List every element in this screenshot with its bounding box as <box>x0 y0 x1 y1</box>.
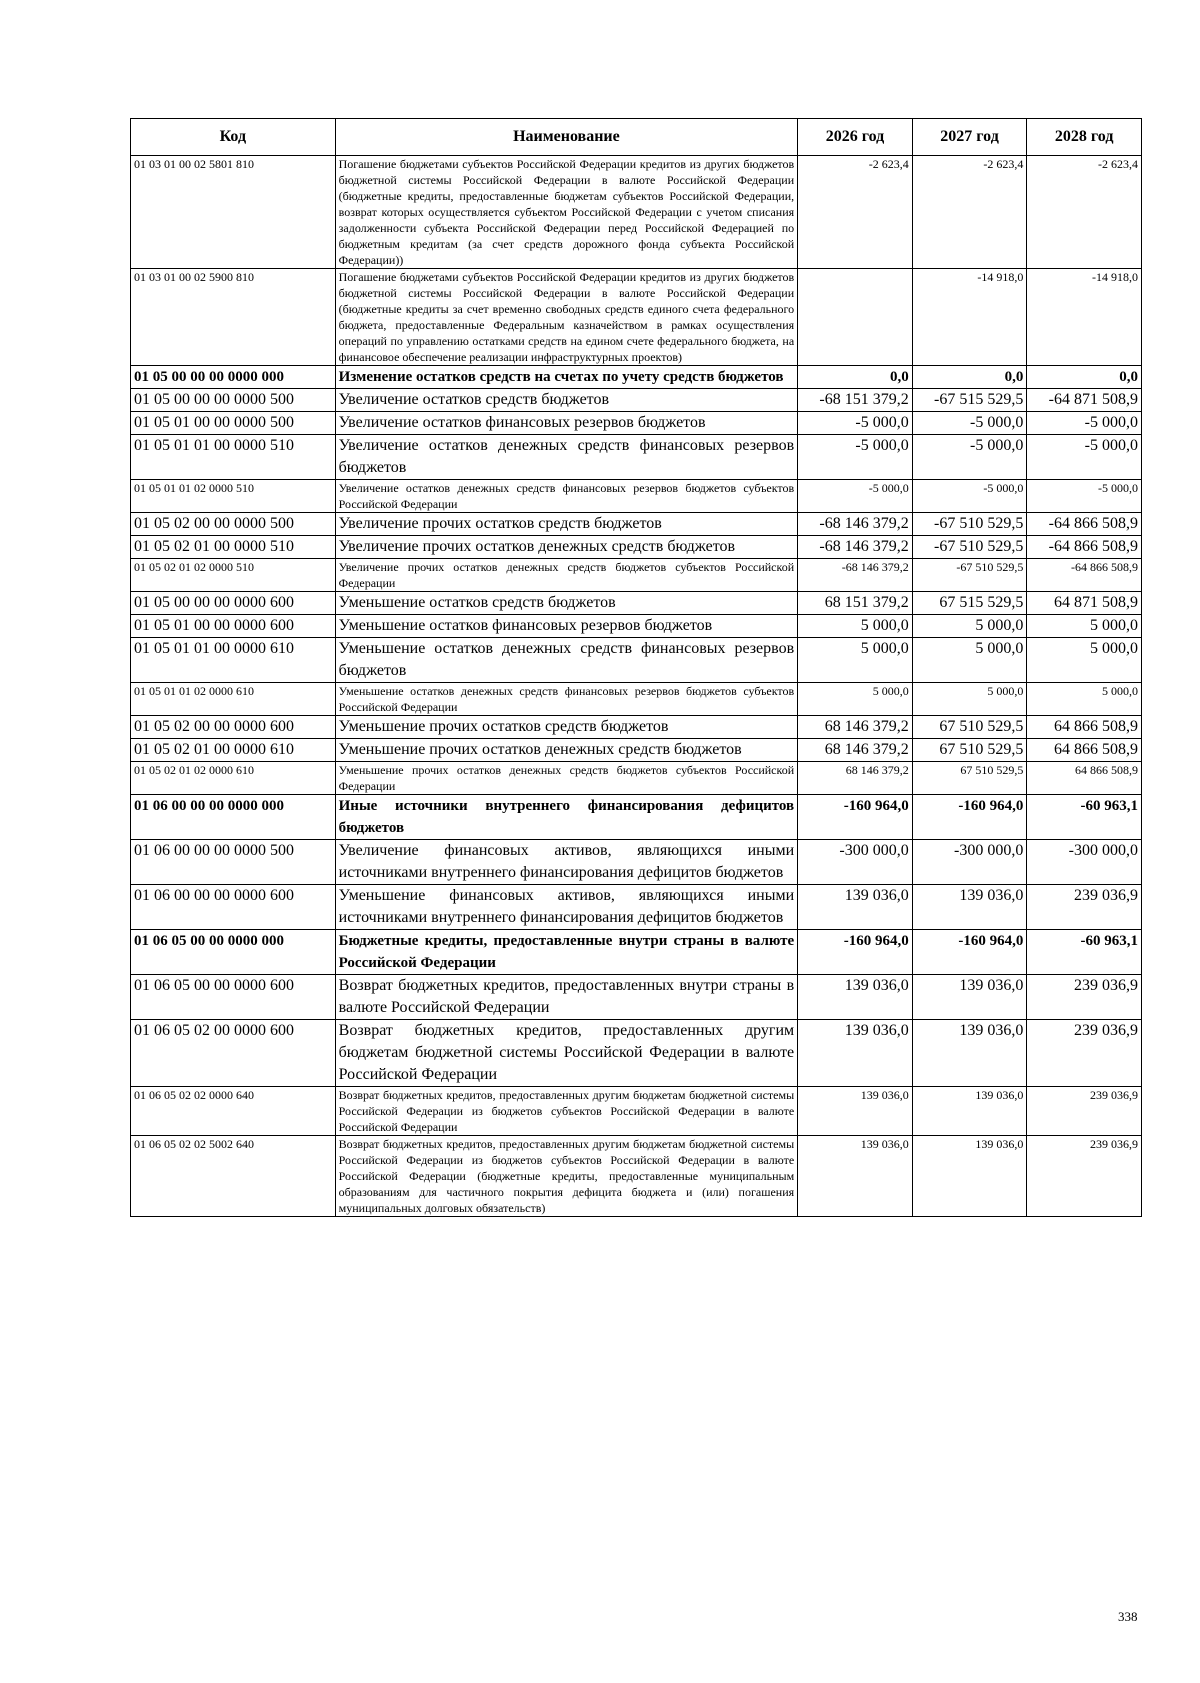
row-value-2027: 67 510 529,5 <box>912 739 1027 762</box>
row-code: 01 05 01 01 02 0000 610 <box>131 683 336 716</box>
row-code: 01 05 01 00 00 0000 600 <box>131 615 336 638</box>
row-value-2027: -67 515 529,5 <box>912 389 1027 412</box>
table-row <box>131 975 1142 1020</box>
row-value-2027: 67 510 529,5 <box>912 762 1027 795</box>
row-value-2028: -64 866 508,9 <box>1027 536 1142 559</box>
row-value-2028: 239 036,9 <box>1027 1087 1142 1136</box>
row-code: 01 06 05 02 00 0000 600 <box>131 1020 336 1087</box>
row-name: Бюджетные кредиты, предоставленные внутри страны в валюте Российской Федерации <box>335 930 798 975</box>
row-name: Уменьшение финансовых активов, являющихся иными источниками внутреннего финансирования дефицитов бюджетов <box>335 885 798 930</box>
row-name: Увеличение финансовых активов, являющихся иными источниками внутреннего финансирования дефицитов бюджетов <box>335 840 798 885</box>
row-value-2026: -68 146 379,2 <box>798 559 913 592</box>
row-code: 01 03 01 00 02 5801 810 <box>131 156 336 269</box>
row-name: Увеличение остатков денежных средств финансовых резервов бюджетов субъектов Российской Федерации <box>335 480 798 513</box>
row-value-2028: 64 866 508,9 <box>1027 716 1142 739</box>
row-value-2026: -300 000,0 <box>798 840 913 885</box>
row-value-2027: 67 510 529,5 <box>912 716 1027 739</box>
row-value-2027: 5 000,0 <box>912 683 1027 716</box>
row-value-2027: 139 036,0 <box>912 885 1027 930</box>
row-value-2026: -160 964,0 <box>798 795 913 840</box>
row-value-2028: 239 036,9 <box>1027 885 1142 930</box>
table-row <box>131 389 1142 412</box>
row-value-2026: 5 000,0 <box>798 638 913 683</box>
row-name: Увеличение остатков денежных средств финансовых резервов бюджетов <box>335 435 798 480</box>
row-value-2027: -5 000,0 <box>912 412 1027 435</box>
row-value-2028: -14 918,0 <box>1027 269 1142 366</box>
table-row <box>131 480 1142 513</box>
row-value-2028: -5 000,0 <box>1027 480 1142 513</box>
row-name: Уменьшение прочих остатков денежных средств бюджетов субъектов Российской Федерации <box>335 762 798 795</box>
row-value-2028: 239 036,9 <box>1027 1136 1142 1217</box>
table-row <box>131 559 1142 592</box>
row-value-2027: 139 036,0 <box>912 1087 1027 1136</box>
row-value-2026 <box>798 269 913 366</box>
table-row <box>131 930 1142 975</box>
row-code: 01 05 01 01 00 0000 510 <box>131 435 336 480</box>
row-value-2028: -64 871 508,9 <box>1027 389 1142 412</box>
row-value-2028: -60 963,1 <box>1027 930 1142 975</box>
row-value-2028: -2 623,4 <box>1027 156 1142 269</box>
row-value-2028: -60 963,1 <box>1027 795 1142 840</box>
row-name: Уменьшение остатков денежных средств финансовых резервов бюджетов субъектов Российской Федерации <box>335 683 798 716</box>
row-value-2028: 0,0 <box>1027 366 1142 389</box>
row-name: Увеличение прочих остатков средств бюджетов <box>335 513 798 536</box>
row-name: Возврат бюджетных кредитов, предоставленных другим бюджетам бюджетной системы Российской Федерации из бюджетов субъектов Российской Федерации в валюте Российской Федерации (бюджетные кредиты, предоставленные муниципальным образованиям для частичного покрытия дефицита бюджета и (или) погашения муниципальных долговых обязательств) <box>335 1136 798 1217</box>
row-code: 01 05 02 01 02 0000 510 <box>131 559 336 592</box>
row-value-2028: -64 866 508,9 <box>1027 513 1142 536</box>
row-value-2028: 239 036,9 <box>1027 975 1142 1020</box>
row-code: 01 05 02 01 02 0000 610 <box>131 762 336 795</box>
row-code: 01 05 00 00 00 0000 500 <box>131 389 336 412</box>
row-value-2028: 5 000,0 <box>1027 638 1142 683</box>
table-row <box>131 795 1142 840</box>
table-row <box>131 885 1142 930</box>
table-row <box>131 739 1142 762</box>
table-row <box>131 1087 1142 1136</box>
row-value-2027: -300 000,0 <box>912 840 1027 885</box>
page-number: 338 <box>1118 1609 1138 1624</box>
row-value-2026: 68 146 379,2 <box>798 762 913 795</box>
row-value-2026: -5 000,0 <box>798 412 913 435</box>
budget-sources-table <box>130 118 1142 1217</box>
row-name: Увеличение остатков финансовых резервов бюджетов <box>335 412 798 435</box>
table-row <box>131 762 1142 795</box>
header-2028: 2028 год <box>1027 119 1142 156</box>
table-row <box>131 716 1142 739</box>
table-row <box>131 536 1142 559</box>
row-value-2027: -67 510 529,5 <box>912 536 1027 559</box>
row-value-2026: 139 036,0 <box>798 885 913 930</box>
row-code: 01 05 00 00 00 0000 600 <box>131 592 336 615</box>
row-name: Иные источники внутреннего финансирования дефицитов бюджетов <box>335 795 798 840</box>
table-row <box>131 366 1142 389</box>
row-code: 01 06 00 00 00 0000 000 <box>131 795 336 840</box>
row-value-2026: 139 036,0 <box>798 975 913 1020</box>
row-code: 01 03 01 00 02 5900 810 <box>131 269 336 366</box>
row-value-2027: -160 964,0 <box>912 795 1027 840</box>
table-row <box>131 615 1142 638</box>
row-name: Уменьшение прочих остатков денежных средств бюджетов <box>335 739 798 762</box>
row-value-2027: 139 036,0 <box>912 975 1027 1020</box>
row-value-2026: -68 146 379,2 <box>798 513 913 536</box>
row-value-2028: 64 871 508,9 <box>1027 592 1142 615</box>
row-code: 01 06 05 00 00 0000 000 <box>131 930 336 975</box>
table-row <box>131 269 1142 366</box>
row-value-2026: -68 146 379,2 <box>798 536 913 559</box>
row-value-2028: 5 000,0 <box>1027 615 1142 638</box>
table-header-row <box>131 119 1142 156</box>
row-value-2027: 67 515 529,5 <box>912 592 1027 615</box>
table-row <box>131 840 1142 885</box>
row-value-2028: -64 866 508,9 <box>1027 559 1142 592</box>
row-code: 01 06 05 00 00 0000 600 <box>131 975 336 1020</box>
row-value-2026: 68 146 379,2 <box>798 716 913 739</box>
table-row <box>131 412 1142 435</box>
row-name: Возврат бюджетных кредитов, предоставленных другим бюджетам бюджетной системы Российской Федерации из бюджетов субъектов Российской Федерации в валюте Российской Федерации <box>335 1087 798 1136</box>
row-value-2027: 5 000,0 <box>912 615 1027 638</box>
row-name: Увеличение остатков средств бюджетов <box>335 389 798 412</box>
row-name: Изменение остатков средств на счетах по учету средств бюджетов <box>335 366 798 389</box>
row-code: 01 06 05 02 02 0000 640 <box>131 1087 336 1136</box>
row-name: Уменьшение прочих остатков средств бюджетов <box>335 716 798 739</box>
table-row <box>131 513 1142 536</box>
row-value-2026: 139 036,0 <box>798 1087 913 1136</box>
row-value-2026: 68 146 379,2 <box>798 739 913 762</box>
row-value-2027: 5 000,0 <box>912 638 1027 683</box>
row-name: Увеличение прочих остатков денежных средств бюджетов <box>335 536 798 559</box>
table-row <box>131 156 1142 269</box>
row-value-2028: 64 866 508,9 <box>1027 739 1142 762</box>
table-row <box>131 1136 1142 1217</box>
row-code: 01 05 02 01 00 0000 510 <box>131 536 336 559</box>
row-name: Уменьшение остатков средств бюджетов <box>335 592 798 615</box>
table-row <box>131 638 1142 683</box>
row-value-2027: -2 623,4 <box>912 156 1027 269</box>
row-value-2026: 139 036,0 <box>798 1020 913 1087</box>
table-row <box>131 435 1142 480</box>
table-body <box>131 156 1142 1217</box>
header-2027: 2027 год <box>912 119 1027 156</box>
row-code: 01 05 00 00 00 0000 000 <box>131 366 336 389</box>
row-value-2028: 64 866 508,9 <box>1027 762 1142 795</box>
row-value-2028: 5 000,0 <box>1027 683 1142 716</box>
row-value-2028: -5 000,0 <box>1027 435 1142 480</box>
row-value-2026: 5 000,0 <box>798 683 913 716</box>
row-value-2026: -68 151 379,2 <box>798 389 913 412</box>
row-value-2028: 239 036,9 <box>1027 1020 1142 1087</box>
row-value-2026: -5 000,0 <box>798 435 913 480</box>
row-value-2026: -160 964,0 <box>798 930 913 975</box>
row-value-2027: -67 510 529,5 <box>912 513 1027 536</box>
row-value-2026: 0,0 <box>798 366 913 389</box>
row-value-2028: -300 000,0 <box>1027 840 1142 885</box>
row-value-2026: 5 000,0 <box>798 615 913 638</box>
row-value-2027: 139 036,0 <box>912 1136 1027 1217</box>
row-value-2027: -5 000,0 <box>912 435 1027 480</box>
row-code: 01 05 01 01 00 0000 610 <box>131 638 336 683</box>
row-code: 01 05 02 01 00 0000 610 <box>131 739 336 762</box>
row-code: 01 06 00 00 00 0000 500 <box>131 840 336 885</box>
row-value-2026: 139 036,0 <box>798 1136 913 1217</box>
header-2026: 2026 год <box>798 119 913 156</box>
row-code: 01 05 01 00 00 0000 500 <box>131 412 336 435</box>
row-value-2027: -5 000,0 <box>912 480 1027 513</box>
row-value-2028: -5 000,0 <box>1027 412 1142 435</box>
row-name: Погашение бюджетами субъектов Российской Федерации кредитов из других бюджетов бюджетной системы Российской Федерации в валюте Российской Федерации (бюджетные кредиты, предоставленные бюджетам субъектов Российской Федерации, возврат которых осуществляется субъектом Российской Федерации с учетом списания задолженности субъекта Российской Федерации перед Российской Федерацией по бюджетным кредитам (за счет средств дорожного фонда субъекта Российской Федерации)) <box>335 156 798 269</box>
row-value-2026: -5 000,0 <box>798 480 913 513</box>
row-value-2027: -160 964,0 <box>912 930 1027 975</box>
row-name: Уменьшение остатков денежных средств финансовых резервов бюджетов <box>335 638 798 683</box>
row-name: Возврат бюджетных кредитов, предоставленных другим бюджетам бюджетной системы Российской Федерации в валюте Российской Федерации <box>335 1020 798 1087</box>
row-name: Возврат бюджетных кредитов, предоставленных внутри страны в валюте Российской Федерации <box>335 975 798 1020</box>
row-name: Уменьшение остатков финансовых резервов бюджетов <box>335 615 798 638</box>
header-name: Наименование <box>335 119 798 156</box>
row-code: 01 06 05 02 02 5002 640 <box>131 1136 336 1217</box>
header-code: Код <box>131 119 336 156</box>
row-value-2027: 0,0 <box>912 366 1027 389</box>
row-value-2027: -67 510 529,5 <box>912 559 1027 592</box>
row-value-2027: 139 036,0 <box>912 1020 1027 1087</box>
row-code: 01 05 02 00 00 0000 600 <box>131 716 336 739</box>
row-code: 01 05 01 01 02 0000 510 <box>131 480 336 513</box>
row-name: Погашение бюджетами субъектов Российской Федерации кредитов из других бюджетов бюджетной системы Российской Федерации в валюте Российской Федерации (бюджетные кредиты за счет временно свободных средств единого счета федерального бюджета, предоставленные Федеральным казначейством в рамках осуществления операций по управлению остатками средств на едином счете федерального бюджета, на финансовое обеспечение реализации инфраструктурных проектов) <box>335 269 798 366</box>
table-row <box>131 592 1142 615</box>
row-value-2026: 68 151 379,2 <box>798 592 913 615</box>
row-code: 01 05 02 00 00 0000 500 <box>131 513 336 536</box>
row-value-2026: -2 623,4 <box>798 156 913 269</box>
table-row <box>131 1020 1142 1087</box>
row-code: 01 06 00 00 00 0000 600 <box>131 885 336 930</box>
row-name: Увеличение прочих остатков денежных средств бюджетов субъектов Российской Федерации <box>335 559 798 592</box>
row-value-2027: -14 918,0 <box>912 269 1027 366</box>
table-row <box>131 683 1142 716</box>
